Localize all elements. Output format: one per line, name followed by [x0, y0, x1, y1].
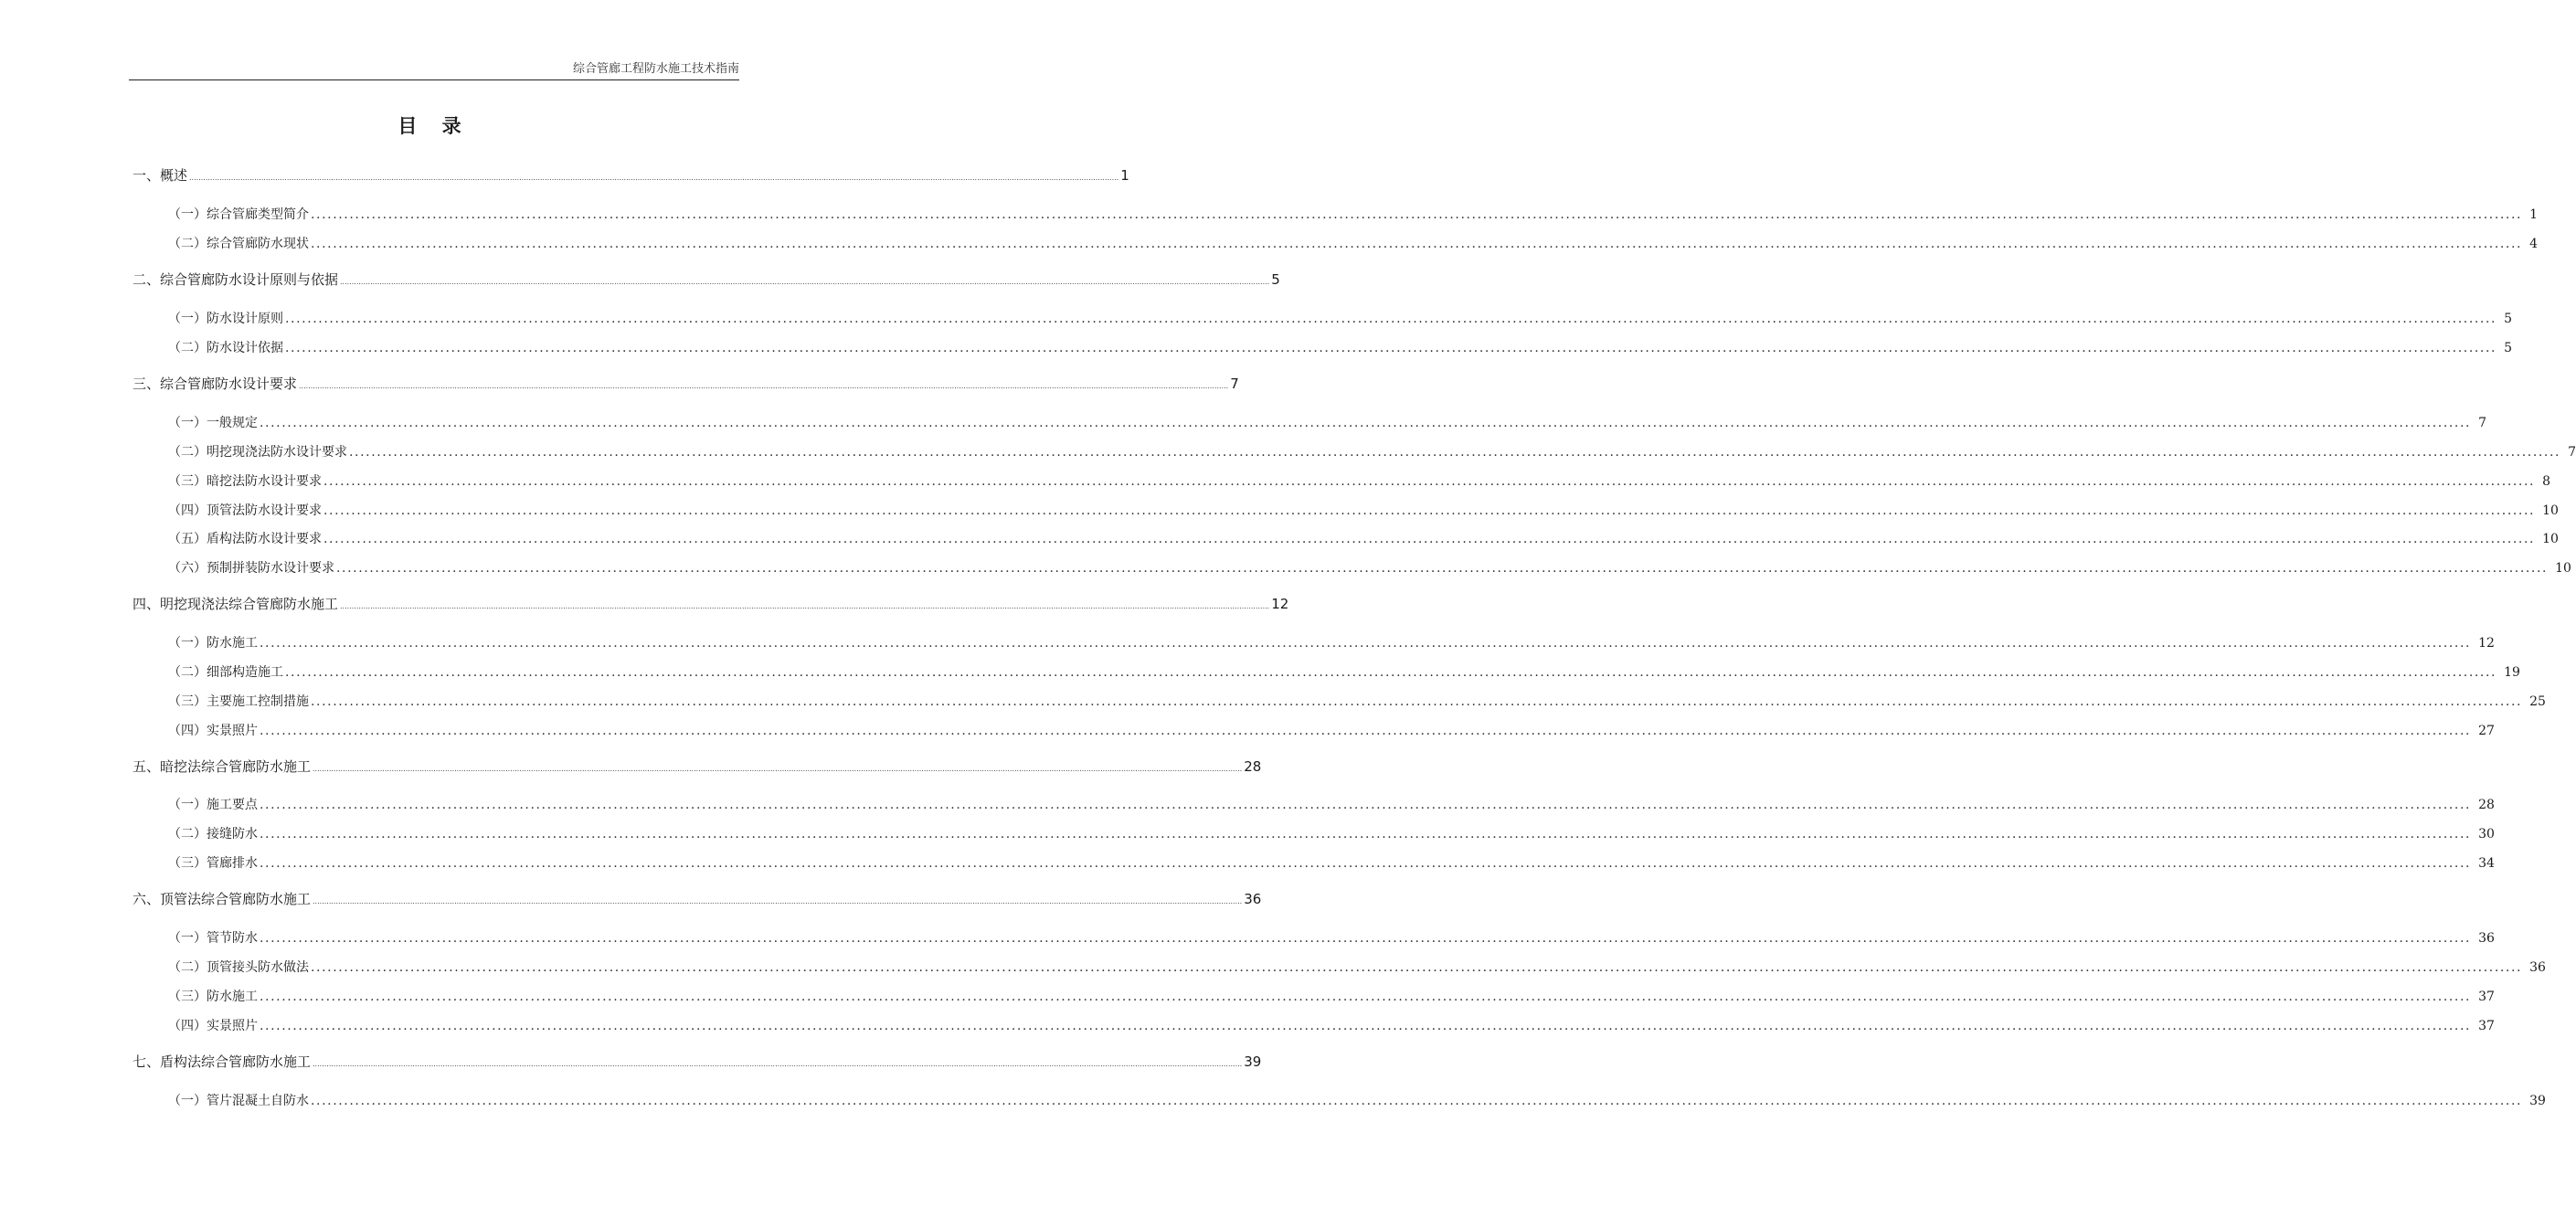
toc-entry-label: （三）防水施工: [168, 990, 258, 1004]
toc-section-entry[interactable]: [168, 558, 2571, 577]
toc-page-number: 36: [1244, 891, 1262, 907]
toc-dot-leader: ................................................................................................................................................................................................................................................................................................................................................................................................................: [323, 532, 2536, 546]
toc-section-entry[interactable]: [168, 692, 2546, 710]
toc-page-number: 5: [2504, 341, 2512, 355]
toc-page-number: 10: [2542, 503, 2559, 518]
toc-dot-leader: ................................................................................................................................................................................................................................................................................................................................................................................................................: [285, 312, 2497, 326]
toc-page-number: 28: [2478, 798, 2495, 812]
toc-page-number: 37: [2478, 1019, 2495, 1033]
toc-entry-label: （二）明挖现浇法防水设计要求: [168, 445, 347, 460]
toc-page-number: 25: [2529, 694, 2546, 709]
toc-entry-label: （三）暗挖法防水设计要求: [168, 474, 322, 489]
toc-entry-label: 四、明挖现浇法综合管廊防水施工: [133, 596, 339, 612]
toc-dot-leader: ................................................................................................................................................................................................................................................................................................................................................................................................................: [260, 1019, 2472, 1033]
toc-chapter-entry[interactable]: [133, 374, 1239, 393]
toc-section-entry[interactable]: [168, 529, 2559, 547]
toc-page-number: 28: [1244, 758, 1262, 775]
toc-entry-label: （二）顶管接头防水做法: [168, 960, 309, 975]
toc-dot-leader: ................................................................................................................................................................................................................................................................................................................................................................................................................: [311, 694, 2523, 709]
toc-page-number: 37: [2478, 990, 2495, 1004]
toc-entry-label: （一）施工要点: [168, 798, 258, 812]
toc-entry-label: 一、概述: [133, 167, 188, 184]
toc-entry-label: （二）综合管廊防水现状: [168, 237, 309, 251]
page-title: 目 录: [398, 115, 471, 137]
toc-dot-leader: ................................................................................................................................................................................................................................................................................................................................................................................................................: [323, 474, 2536, 489]
toc-section-entry[interactable]: [168, 795, 2495, 813]
toc-page-number: 10: [2542, 532, 2559, 546]
toc-dot-leader: ................................................................................................................................................................................................................................................................................................................................................................................................................: [260, 931, 2472, 946]
toc-dot-leader: ................................................................................................................................................................................................................................................................................................................................................................................................................: [260, 990, 2472, 1004]
running-header: 综合管廊工程防水施工技术指南: [572, 62, 739, 76]
toc-entry-label: 七、盾构法综合管廊防水施工: [133, 1053, 312, 1070]
toc-page-number: 39: [1244, 1053, 1262, 1070]
toc-dot-leader: ................................................................................................................................................................................................................................................................................................................................................................................................................: [336, 561, 2549, 576]
toc-dot-leader: ................................................................................................................................................................................................................................................................................................................................................................................................................: [340, 278, 1270, 286]
toc-page-number: 4: [2529, 237, 2538, 251]
toc-page-number: 34: [2478, 856, 2495, 871]
toc-dot-leader: ................................................................................................................................................................................................................................................................................................................................................................................................................: [311, 207, 2523, 222]
toc-entry-label: （二）防水设计依据: [168, 341, 283, 355]
toc-section-entry[interactable]: [168, 987, 2495, 1005]
toc-chapter-entry[interactable]: [133, 1052, 1262, 1071]
toc-dot-leader: ................................................................................................................................................................................................................................................................................................................................................................................................................: [313, 897, 1243, 905]
toc-dot-leader: ................................................................................................................................................................................................................................................................................................................................................................................................................: [260, 798, 2472, 812]
toc-section-entry[interactable]: [168, 853, 2495, 872]
toc-page-number: 12: [2478, 636, 2495, 651]
toc-page-number: 5: [1271, 271, 1280, 288]
toc-entry-label: 二、综合管廊防水设计原则与依据: [133, 271, 339, 288]
toc-page-number: 1: [1120, 167, 1129, 184]
toc-entry-label: （四）顶管法防水设计要求: [168, 503, 322, 518]
toc-dot-leader: ................................................................................................................................................................................................................................................................................................................................................................................................................: [313, 1060, 1243, 1068]
toc-section-entry[interactable]: [168, 824, 2495, 842]
toc-chapter-entry[interactable]: [133, 889, 1262, 908]
toc-page-number: 12: [1271, 596, 1289, 612]
toc-entry-label: 五、暗挖法综合管廊防水施工: [133, 758, 312, 775]
toc-chapter-entry[interactable]: [133, 757, 1262, 776]
toc-dot-leader: ................................................................................................................................................................................................................................................................................................................................................................................................................: [285, 665, 2497, 680]
toc-entry-label: （一）综合管廊类型简介: [168, 207, 309, 222]
toc-entry-label: （四）实景照片: [168, 724, 258, 738]
toc-section-entry[interactable]: [168, 1016, 2495, 1034]
toc-section-entry[interactable]: [168, 501, 2559, 519]
toc-section-entry[interactable]: [168, 958, 2546, 976]
toc-section-entry[interactable]: [168, 413, 2486, 431]
toc-page-number: 8: [2542, 474, 2550, 489]
toc-entry-label: （三）管廊排水: [168, 856, 258, 871]
toc-dot-leader: ................................................................................................................................................................................................................................................................................................................................................................................................................: [260, 856, 2472, 871]
toc-section-entry[interactable]: [168, 662, 2520, 681]
toc-page-number: 19: [2504, 665, 2520, 680]
toc-dot-leader: ................................................................................................................................................................................................................................................................................................................................................................................................................: [323, 503, 2536, 518]
toc-dot-leader: ................................................................................................................................................................................................................................................................................................................................................................................................................: [260, 416, 2472, 430]
toc-page-number: 27: [2478, 724, 2495, 738]
toc-entry-label: （三）主要施工控制措施: [168, 694, 309, 709]
toc-entry-label: （五）盾构法防水设计要求: [168, 532, 322, 546]
toc-entry-label: （一）防水设计原则: [168, 312, 283, 326]
toc-chapter-entry[interactable]: [133, 594, 1289, 613]
toc-entry-label: （一）一般规定: [168, 416, 258, 430]
toc-section-entry[interactable]: [168, 1091, 2546, 1109]
toc-dot-leader: ................................................................................................................................................................................................................................................................................................................................................................................................................: [260, 827, 2472, 842]
toc-dot-leader: ................................................................................................................................................................................................................................................................................................................................................................................................................: [311, 1094, 2523, 1108]
toc-dot-leader: ................................................................................................................................................................................................................................................................................................................................................................................................................: [299, 382, 1229, 390]
toc-page-number: 7: [2478, 416, 2486, 430]
toc-section-entry[interactable]: [168, 338, 2512, 356]
toc-dot-leader: ................................................................................................................................................................................................................................................................................................................................................................................................................: [285, 341, 2497, 355]
toc-chapter-entry[interactable]: [133, 165, 1129, 185]
toc-dot-leader: ................................................................................................................................................................................................................................................................................................................................................................................................................: [189, 174, 1119, 182]
toc-section-entry[interactable]: [168, 928, 2495, 947]
toc-entry-label: （二）细部构造施工: [168, 665, 283, 680]
toc-page-number: 36: [2529, 960, 2546, 975]
toc-entry-label: 六、顶管法综合管廊防水施工: [133, 891, 312, 907]
toc-section-entry[interactable]: [168, 205, 2538, 223]
toc-chapter-entry[interactable]: [133, 270, 1280, 289]
toc-section-entry[interactable]: [168, 442, 2576, 460]
toc-section-entry[interactable]: [168, 309, 2512, 327]
toc-page-number: 36: [2478, 931, 2495, 946]
toc-entry-label: （一）防水施工: [168, 636, 258, 651]
toc-page-number: 5: [2504, 312, 2512, 326]
toc-entry-label: 三、综合管廊防水设计要求: [133, 376, 298, 392]
toc-page-number: 39: [2529, 1094, 2546, 1108]
toc-entry-label: （四）实景照片: [168, 1019, 258, 1033]
toc-page-number: 7: [1230, 376, 1239, 392]
toc-dot-leader: ................................................................................................................................................................................................................................................................................................................................................................................................................: [311, 237, 2523, 251]
toc-entry-label: （二）接缝防水: [168, 827, 258, 842]
toc-dot-leader: ................................................................................................................................................................................................................................................................................................................................................................................................................: [349, 445, 2561, 460]
toc-entry-label: （一）管片混凝土自防水: [168, 1094, 309, 1108]
toc-dot-leader: ................................................................................................................................................................................................................................................................................................................................................................................................................: [340, 602, 1270, 610]
toc-dot-leader: ................................................................................................................................................................................................................................................................................................................................................................................................................: [313, 765, 1243, 773]
toc-section-entry[interactable]: [168, 721, 2495, 739]
toc-section-entry[interactable]: [168, 633, 2495, 651]
toc-page-number: 10: [2555, 561, 2571, 576]
toc-section-entry[interactable]: [168, 471, 2550, 490]
toc-section-entry[interactable]: [168, 234, 2538, 252]
toc-page-number: 1: [2529, 207, 2538, 222]
toc-dot-leader: ................................................................................................................................................................................................................................................................................................................................................................................................................: [260, 636, 2472, 651]
toc-page-number: 30: [2478, 827, 2495, 842]
toc-entry-label: （六）预制拼装防水设计要求: [168, 561, 334, 576]
toc-entry-label: （一）管节防水: [168, 931, 258, 946]
toc-dot-leader: ................................................................................................................................................................................................................................................................................................................................................................................................................: [260, 724, 2472, 738]
toc-dot-leader: ................................................................................................................................................................................................................................................................................................................................................................................................................: [311, 960, 2523, 975]
toc-page-number: 7: [2568, 445, 2576, 460]
